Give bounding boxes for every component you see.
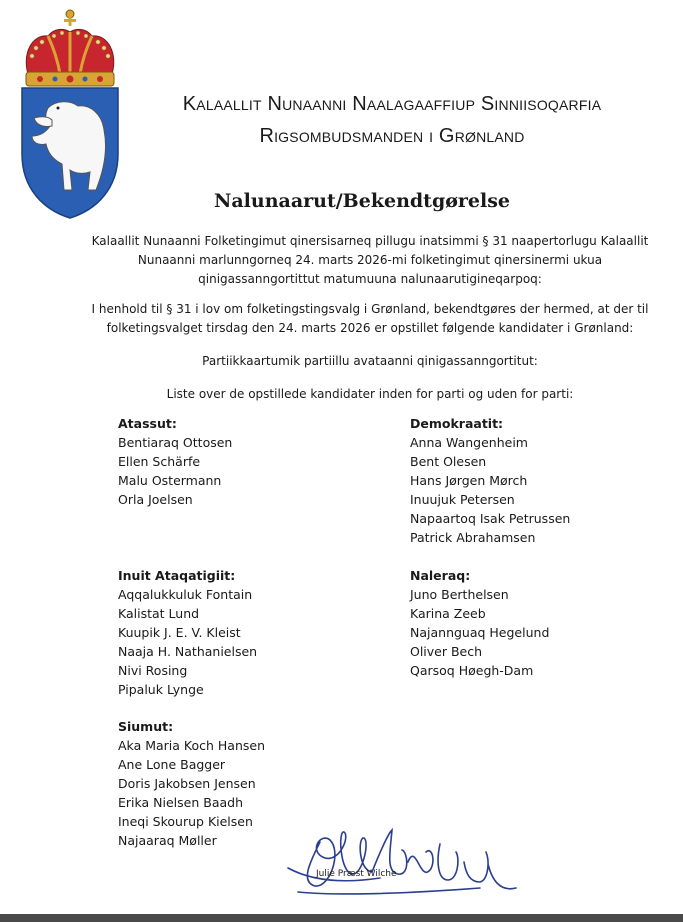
candidate-name: Juno Berthelsen [410, 587, 509, 602]
candidate-name: Hans Jørgen Mørch [410, 473, 528, 488]
candidate-name: Najannguaq Hegelund [410, 625, 550, 640]
signatory-name: Julie Præst Wilche [316, 869, 397, 879]
party-name: Atassut: [118, 416, 177, 431]
party-demokraatit [410, 414, 570, 547]
candidate-name: Pipaluk Lynge [118, 682, 204, 697]
candidate-name: Patrick Abrahamsen [410, 530, 536, 545]
candidate-name: Orla Joelsen [118, 492, 193, 507]
party-naleraq [410, 566, 549, 680]
party-name: Naleraq: [410, 568, 471, 583]
candidate-name: Malu Ostermann [118, 473, 222, 488]
candidate-name: Naaja H. Nathanielsen [118, 644, 258, 659]
danish-intro-paragraph: I henhold til § 31 i lov om folketingstingsvalg i Grønland, bekendtgøres der hermed, at der til folketingsvalget tirsdag den 24. marts 2026 er opstillet følgende kandidater i Grønland: [91, 302, 649, 335]
bottom-edge-bar [0, 914, 683, 922]
candidate-name: Qarsoq Høegh-Dam [410, 663, 534, 678]
candidate-name: Anna Wangenheim [410, 435, 528, 450]
candidate-name: Oliver Bech [410, 644, 483, 659]
candidate-name: Inuujuk Petersen [410, 492, 515, 507]
candidate-name: Nivi Rosing [118, 663, 188, 678]
candidate-name: Aqqalukkuluk Fontain [118, 587, 253, 602]
party-atassut [118, 414, 232, 509]
candidate-name: Bent Olesen [410, 454, 487, 469]
candidate-name: Aka Maria Koch Hansen [118, 738, 265, 753]
coat-of-arms-polar-bear-icon [18, 4, 122, 222]
party-inuit-ataqatigiit [118, 566, 257, 699]
agency-name-danish: Rigsombudsmanden i Grønland [259, 125, 525, 147]
greenlandic-list-heading: Partiikkaartumik partiillu avataanni qinigassanngortitut: [202, 354, 538, 368]
candidate-name: Kuupik J. E. V. Kleist [118, 625, 241, 640]
agency-name-greenlandic: Kalaallit Nunaanni Naalagaaffiup Sinniisoqarfia [182, 93, 602, 115]
candidate-name: Bentiaraq Ottosen [118, 435, 233, 450]
candidate-name: Doris Jakobsen Jensen [118, 776, 256, 791]
candidate-name: Kalistat Lund [118, 606, 200, 621]
party-siumut [118, 717, 265, 850]
candidate-name: Erika Nielsen Baadh [118, 795, 243, 810]
party-name: Siumut: [118, 719, 174, 734]
candidate-name: Najaaraq Møller [118, 833, 217, 848]
party-name: Demokraatit: [410, 416, 504, 431]
greenlandic-intro-paragraph: Kalaallit Nunaanni Folketingimut qinersisarneq pillugu inatsimmi § 31 naapertorlugu Kalaallit Nunaanni marlunngorneq 24. marts 2026-mi folketingimut qinersinermi ukua qinigassanngortittut matumuuna nalunaarutigineqarpoq: [91, 234, 649, 286]
candidate-name: Ellen Schärfe [118, 454, 201, 469]
crown-icon [26, 10, 114, 86]
candidate-name: Ane Lone Bagger [118, 757, 226, 772]
danish-list-heading: Liste over de opstillede kandidater inden for parti og uden for parti: [166, 387, 574, 401]
handwritten-signature-icon [280, 822, 530, 902]
party-name: Inuit Ataqatigiit: [118, 568, 236, 583]
candidate-name: Napaartoq Isak Petrussen [410, 511, 571, 526]
document-title: Nalunaarut/Bekendtgørelse [213, 190, 511, 212]
candidate-name: Karina Zeeb [410, 606, 486, 621]
candidate-name: Ineqi Skourup Kielsen [118, 814, 253, 829]
